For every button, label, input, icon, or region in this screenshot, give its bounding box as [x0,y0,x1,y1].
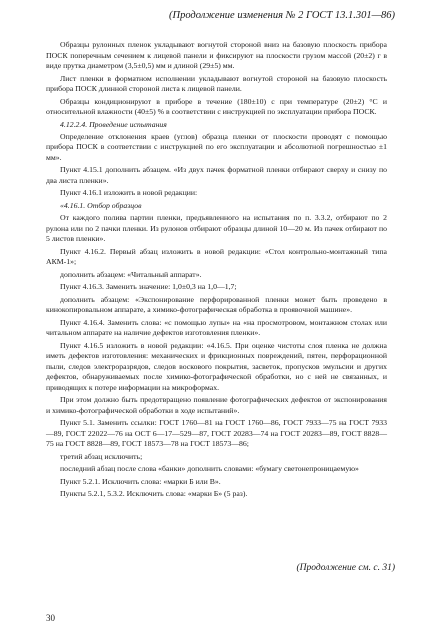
section-heading: «4.16.1. Отбор образцов [60,200,142,210]
paragraph: Образцы кондиционируют в приборе в течение (180±10) с при температуре (20±2) °С и относительной влажности (40±5) % в соответствии с инструкцией по эксплуатации прибора ПОСК. [46,96,387,117]
paragraph: Определение отклонения краев (углов) образца пленки от плоскости проводят с помощью прибора ПОСК в соответствии с инструкцией по его эксплуатации и абсолютной погрешностью ±1 мм». [46,131,387,163]
paragraph: дополнить абзацем: «Читальный аппарат». [60,269,202,279]
paragraph: Пункт 4.16.3. Заменить значение: 1,0±0,3 на 1,0—1,7; [60,282,237,292]
document-body [46,40,387,502]
section-heading: 4.12.2.4. Проведение испытания [60,119,167,129]
paragraph: последний абзац после слова «банки» дополнить словами: «бумагу светонепроницаемую» [60,464,359,474]
paragraph: Пункт 4.16.4. Заменить слова: «с помощью лупы» на «на просмотровом, монтажном столах или читальном аппарате на наличие дефектов изготовления пленки». [46,317,387,338]
paragraph: Пункты 5.2.1, 5.3.2. Исключить слова: «марки Б» (5 раз). [60,489,248,499]
paragraph: Пункт 5.1. Заменить ссылки: ГОСТ 1760—81 на ГОСТ 1760—86, ГОСТ 7933—75 на ГОСТ 7933—89, ГОСТ 22022—76 на ОСТ 6—17—529—87, ГОСТ 20283—74 на ГОСТ 20283—89, ГОСТ 8828—75 на ГОСТ 8828—89, ГОСТ 18573—78 на ГОСТ 18573—86; [46,418,387,449]
paragraph: Пункт 4.16.5 изложить в новой редакции: «4.16.5. При оценке чистоты слоя пленка не должна иметь дефектов изготовления: механических и фрикционных повреждений, пятен, перфорационной пыли, следов электроразрядов, следов воскового покрытия, засветок, пропусков эмульсии и других дефектов, обнаруживаемых после химико-фотографической обработки, но с ней не связанных, и приводящих к потере информации на микроформах. [46,340,387,392]
paragraph: Образцы рулонных пленок укладывают вогнутой стороной вниз на базовую плоскость прибора ПОСК поперечным сечением к лицевой панели и фиксируют на плоскости грузом массой (20±2) г в виде прутка диаметром (3,5±0,5) мм и длиной (29±5) мм. [46,40,387,71]
paragraph: дополнить абзацем: «Экспонирование перфорированной пленки может быть проведено в кинокопировальном аппарате, а химико-фотографическая обработка в проявочной машине». [46,294,387,315]
paragraph: Пункт 4.16.1 изложить в новой редакции: [60,188,198,198]
continuation-note: (Продолжение см. с. 31) [296,563,395,573]
paragraph: третий абзац исключить; [60,451,143,461]
paragraph: Пункт 4.15.1 дополнить абзацем. «Из двух пачек форматной пленки отбирают сверху и снизу по два листа пленки». [46,165,387,186]
page-number: 30 [46,613,55,623]
paragraph: От каждого полива партии пленки, предъявленного на испытания по п. 3.3.2, отбирают по 2 рулона или по 2 пачки пленки. Из рулонов отбирают образцы длиной 10—20 м. Из пачек отбирают по 5 листов пленки». [46,213,387,244]
paragraph: Пункт 4.16.2. Первый абзац изложить в новой редакции: «Стол контрольно-монтажный типа АКМ-1»; [46,246,387,267]
page-header: (Продолжение изменения № 2 ГОСТ 13.1.301—86) [168,10,395,21]
paragraph: Лист пленки в форматном исполнении укладывают вогнутой стороной на базовую плоскость прибора ПОСК длинной стороной листа к лицевой панели. [46,73,387,94]
paragraph: При этом должно быть предотвращено появление фотографических дефектов от экспонирования и химико-фотографической обработки в ходе испытаний». [46,395,387,415]
paragraph: Пункт 5.2.1. Исключить слова: «марки Б или В». [60,476,221,486]
